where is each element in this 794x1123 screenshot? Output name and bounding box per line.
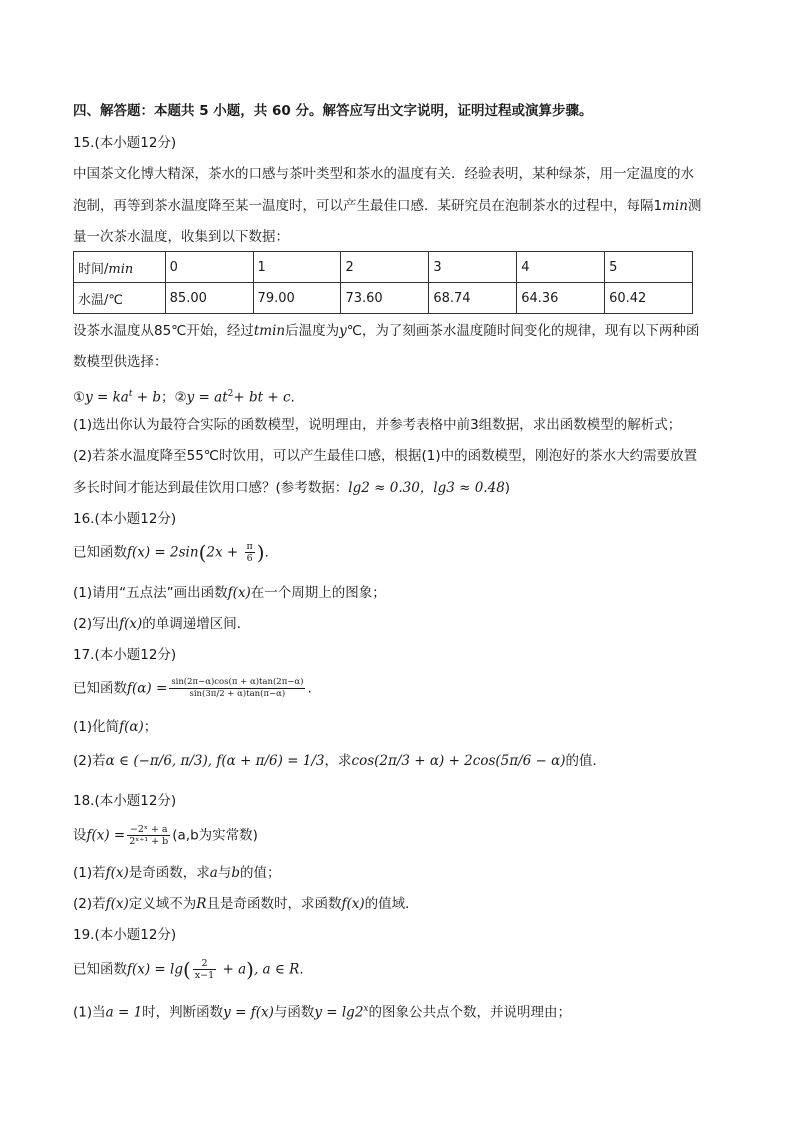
text-segment: . bbox=[307, 680, 312, 697]
fraction-numerator: sin(2π−α)cos(π + α)tan(2π−α) bbox=[171, 677, 304, 687]
text-segment: . bbox=[290, 389, 295, 406]
label-unit: min bbox=[108, 261, 134, 277]
math: f(α) = bbox=[127, 680, 168, 697]
text-segment: (a,b为实常数) bbox=[172, 827, 258, 844]
text-segment: ； bbox=[143, 719, 158, 735]
math: b bbox=[231, 865, 240, 881]
fraction bbox=[193, 958, 216, 981]
text-segment: 已知函数 bbox=[73, 961, 127, 978]
q19-header: 19.(本小题12分) bbox=[73, 927, 177, 943]
table-cell: 5 bbox=[605, 252, 693, 283]
fraction-denominator: x−1 bbox=[194, 970, 215, 981]
q15-paragraph-2 bbox=[73, 196, 723, 216]
fraction bbox=[169, 677, 305, 700]
math: y = at bbox=[186, 389, 228, 406]
q19-given bbox=[73, 958, 723, 981]
q15-paragraph-3: 量一次茶水温度，收集到以下数据： bbox=[73, 229, 289, 245]
text-segment: 设茶水温度从85℃开始，经过 bbox=[73, 323, 254, 339]
q15-paragraph-1: 中国茶文化博大精深，茶水的口感与茶叶类型和茶水的温度有关．经验表明，某种绿茶，用一定温度的水 bbox=[73, 166, 694, 182]
table-cell: 73.60 bbox=[341, 283, 429, 314]
q17-header: 17.(本小题12分) bbox=[73, 647, 177, 663]
q19-sub-1 bbox=[73, 999, 723, 1023]
q16-sub-1 bbox=[73, 583, 723, 603]
q15-models bbox=[73, 384, 723, 408]
table-cell: 3 bbox=[429, 252, 517, 283]
math: + a bbox=[218, 961, 247, 978]
q15-sub-2-line-1: (2)若茶水温度降至55℃时饮用，可以产生最佳口感，根据(1)中的函数模型，刚泡好的茶水大约需要放置 bbox=[73, 448, 698, 464]
q18-given bbox=[73, 824, 723, 847]
text-segment: 后温度为 bbox=[285, 323, 340, 339]
q18-sub-2 bbox=[73, 894, 723, 914]
math: f(x) bbox=[105, 865, 129, 881]
q15-header: 15.(本小题12分) bbox=[73, 135, 177, 151]
fraction-numerator: π bbox=[246, 541, 253, 552]
table-cell: 0 bbox=[165, 252, 253, 283]
text-segment: (1)若 bbox=[73, 865, 106, 881]
table-row-label-time bbox=[74, 252, 166, 283]
text-segment: 定义域不为 bbox=[128, 896, 197, 912]
math: α ∈ (−π/6, π/3), f(α + π/6) = 1/3 bbox=[105, 753, 325, 769]
math: a = 1 bbox=[105, 1004, 143, 1021]
text-segment: ℃，为了刻画茶水温度随时间变化的规律，现有以下两种函 bbox=[346, 323, 700, 339]
text-segment: 是奇函数，求 bbox=[128, 865, 210, 881]
math: a bbox=[209, 865, 218, 881]
q15-sub-1: (1)选出你认为最符合实际的函数模型，说明理由，并参考表格中前3组数据，求出函数模型的解析式； bbox=[73, 417, 682, 433]
q16-given bbox=[73, 541, 723, 564]
table-cell: 79.00 bbox=[253, 283, 341, 314]
math: 2x + bbox=[206, 544, 243, 561]
math: f(x) bbox=[227, 585, 251, 601]
q15-paragraph-4 bbox=[73, 321, 723, 341]
table-row-label-temp: 水温/℃ bbox=[74, 283, 166, 314]
table-cell: 1 bbox=[253, 252, 341, 283]
table-row bbox=[74, 252, 693, 283]
fraction-numerator: −2ˣ + a bbox=[127, 824, 170, 836]
table-cell: 4 bbox=[517, 252, 605, 283]
text-segment: (2)若 bbox=[73, 753, 106, 769]
math: f(x) = lg bbox=[127, 961, 183, 978]
math: R bbox=[196, 896, 207, 912]
text-segment: 时，判断函数 bbox=[142, 1004, 224, 1021]
marker: ① bbox=[73, 389, 86, 406]
text-segment: 的值． bbox=[565, 753, 607, 769]
table-row bbox=[74, 283, 693, 314]
text-segment: ，求 bbox=[324, 753, 352, 769]
math-sup: x bbox=[363, 1004, 369, 1014]
paren-open: ( bbox=[198, 540, 207, 565]
text-segment: ) bbox=[504, 480, 511, 496]
table-cell: 85.00 bbox=[165, 283, 253, 314]
fraction-denominator: 6 bbox=[246, 553, 253, 564]
math: f(x) bbox=[119, 616, 143, 632]
marker: ；② bbox=[161, 389, 187, 406]
unit-min: min bbox=[662, 198, 688, 214]
fraction bbox=[127, 824, 170, 847]
math: y = f(x) bbox=[223, 1004, 274, 1021]
text-segment: 多长时间才能达到最佳饮用口感？(参考数据： bbox=[73, 480, 349, 496]
text-segment: 与 bbox=[217, 865, 232, 881]
math-t: tmin bbox=[253, 323, 286, 339]
fraction-denominator: sin(3π/2 + α)tan(π−α) bbox=[189, 689, 286, 699]
math: f(x) bbox=[341, 896, 365, 912]
math-y: y bbox=[339, 323, 347, 339]
q17-given bbox=[73, 677, 723, 700]
math-sup: 2 bbox=[227, 389, 234, 399]
q18-header: 18.(本小题12分) bbox=[73, 793, 177, 809]
text-segment: 的值域． bbox=[364, 896, 419, 912]
text-segment: 的图象公共点个数，并说明理由； bbox=[368, 1004, 571, 1021]
temperature-table bbox=[73, 251, 693, 314]
table-cell: 2 bbox=[341, 252, 429, 283]
math: lg2 ≈ 0.30，lg3 ≈ 0.48 bbox=[348, 480, 505, 496]
text-segment: . bbox=[264, 544, 269, 561]
math: + bt + c bbox=[233, 389, 291, 406]
text-segment: (1)化简 bbox=[73, 719, 120, 735]
math: f(α) bbox=[119, 719, 144, 735]
text-segment: 泡制，再等到茶水温度降至某一温度时，可以产生最佳口感．某研究员在泡制茶水的过程中，每隔1 bbox=[73, 198, 663, 214]
text-segment: (1)请用“五点法”画出函数 bbox=[73, 585, 228, 601]
q17-sub-2 bbox=[73, 751, 723, 771]
q16-header: 16.(本小题12分) bbox=[73, 511, 177, 527]
math: f(x) = 2sin bbox=[127, 544, 199, 561]
q15-sub-2-line-2 bbox=[73, 478, 723, 498]
fraction-denominator: 2ˣ⁺¹ + b bbox=[129, 836, 169, 847]
text-segment: 且是奇函数时，求函数 bbox=[206, 896, 342, 912]
text-segment: 与函数 bbox=[273, 1004, 315, 1021]
text-segment: (2)若 bbox=[73, 896, 106, 912]
text-segment: . bbox=[299, 961, 304, 978]
math-sup: t bbox=[128, 389, 133, 399]
table-cell: 68.74 bbox=[429, 283, 517, 314]
text-segment: 的单调递增区间． bbox=[142, 616, 251, 632]
text-segment: 已知函数 bbox=[73, 680, 127, 697]
section-heading: 四、解答题：本题共 5 小题，共 60 分。解答应写出文字说明，证明过程或演算步骤。 bbox=[73, 103, 593, 119]
paren-close: ) bbox=[246, 957, 254, 982]
q16-sub-2 bbox=[73, 614, 723, 634]
math: , a ∈ R bbox=[253, 961, 300, 978]
text-segment: 已知函数 bbox=[73, 544, 127, 561]
q18-sub-1 bbox=[73, 863, 723, 883]
math: f(x) = bbox=[86, 827, 126, 844]
text-segment: (2)写出 bbox=[73, 616, 120, 632]
text-segment: 测 bbox=[687, 198, 702, 214]
math: f(x) bbox=[105, 896, 129, 912]
math: y = ka bbox=[85, 389, 129, 406]
text-segment: 的值； bbox=[240, 865, 281, 881]
fraction-numerator: 2 bbox=[193, 958, 216, 970]
text-segment: 设 bbox=[73, 827, 87, 844]
math: + b bbox=[132, 389, 162, 406]
table-cell: 60.42 bbox=[605, 283, 693, 314]
math: y = lg2 bbox=[314, 1004, 364, 1021]
q17-sub-1 bbox=[73, 717, 723, 737]
text-segment: 在一个周期上的图象； bbox=[250, 585, 386, 601]
fraction bbox=[245, 541, 255, 564]
paren-close: ) bbox=[256, 540, 265, 565]
math: cos(2π/3 + α) + 2cos(5π/6 − α) bbox=[351, 753, 566, 769]
q15-paragraph-5: 数模型供选择： bbox=[73, 354, 168, 370]
table-cell: 64.36 bbox=[517, 283, 605, 314]
label-text: 时间/ bbox=[78, 261, 109, 277]
paren-open: ( bbox=[183, 957, 191, 982]
text-segment: (1)当 bbox=[73, 1004, 106, 1021]
